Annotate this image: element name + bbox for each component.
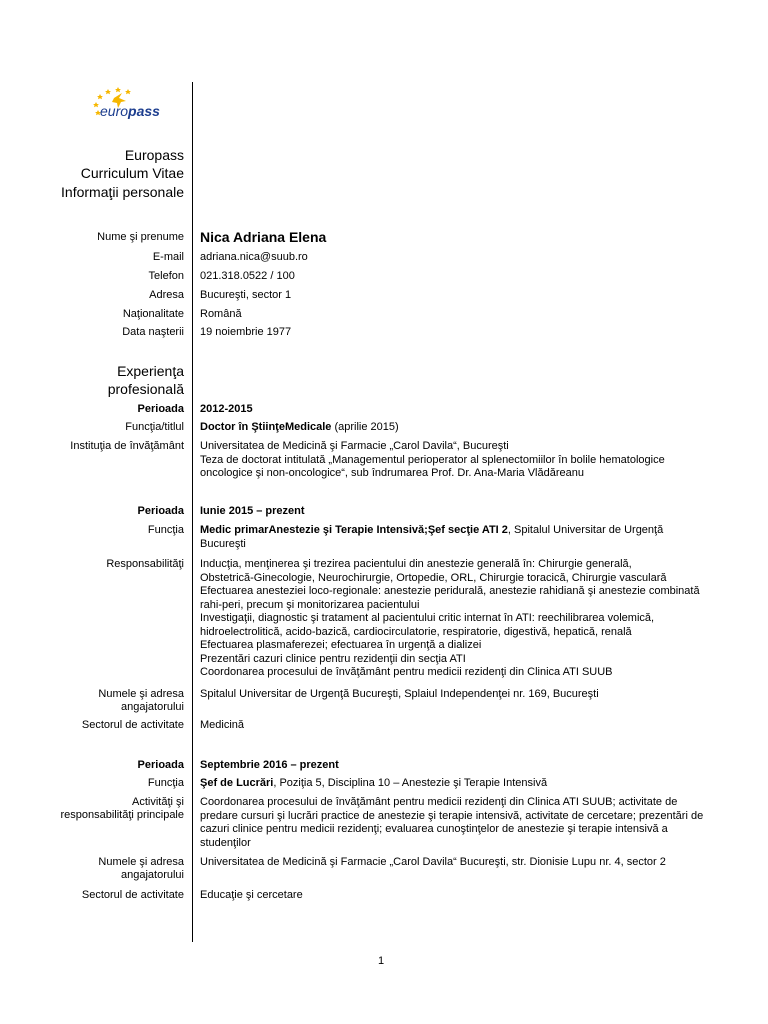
nationality-label: Naţionalitate xyxy=(122,308,184,320)
responsibility-line: Efectuarea anesteziei loco-regionale: anestezie peridurală, anestezie rahidiană şi anestezie combinată xyxy=(200,585,700,597)
activity-line: predare cursuri şi lucrări practice de anestezie şi terapie intensivă, activitate de cercetare; prezentări de xyxy=(200,809,704,822)
activity-line: Coordonarea procesului de învăţământ pentru medicii rezidenţi din Clinica ATI SUUB; activitate de xyxy=(200,796,678,808)
entry3-period-value: Septembrie 2016 – prezent xyxy=(200,759,339,771)
entry1-institution-line: oncologice şi non-oncologice“, sub îndrumarea Prof. Dr. Ana-Maria Vlădăreanu xyxy=(200,467,584,479)
responsibility-line: Obstetrică-Ginecologie, Neurochirurgie, Ortopedie, ORL, Chirurgie toracică, Chirurgie vasculară xyxy=(200,571,667,584)
responsibility-line: Inducţia, menţinerea şi trezirea pacientului din anestezie generală în: Chirurgie generală, xyxy=(200,558,632,570)
entry2-sector-value: Medicină xyxy=(200,719,245,731)
entry1-institution-line: Teza de doctorat intitulată „Managementul perioperator al splenectomiilor în bolile hematologice xyxy=(200,453,665,466)
entry1-function-value: Doctor în ŞtiinţeMedicale (aprilie 2015) xyxy=(200,421,399,433)
entry3-activities-label-line1: Activităţi şi xyxy=(132,796,184,808)
email-value[interactable]: adriana.nica@suub.ro xyxy=(200,251,308,263)
page-number: 1 xyxy=(378,955,385,967)
entry2-employer-label-line2: angajatorului xyxy=(121,701,184,713)
entry1-institution-value xyxy=(200,440,690,481)
phone-value: 021.318.0522 / 100 xyxy=(200,270,295,282)
email-label: E-mail xyxy=(152,251,184,263)
nationality-value: Română xyxy=(200,308,242,320)
personal-info-heading: Informaţii personale xyxy=(61,184,184,200)
experience-heading-line2: profesională xyxy=(107,381,184,397)
responsibility-line: Prezentări cazuri clinice pentru rezidenţii din secţia ATI xyxy=(200,652,466,665)
entry3-employer-label-line2: angajatorului xyxy=(121,869,184,881)
responsibility-line: Efectuarea plasmaferezei; efectuarea în urgenţă a dializei xyxy=(200,639,482,651)
entry1-institution-label: Instituţia de învăţământ xyxy=(70,440,184,452)
column-divider xyxy=(192,82,193,942)
birth-date-value: 19 noiembrie 1977 xyxy=(200,326,292,338)
entry3-function-label: Funcţia xyxy=(147,777,184,789)
entry2-function-value: Medic primarAnestezie şi Terapie Intensivă;Şef secţie ATI 2, Spitalul Universitar de Urgenţă Bucureşti xyxy=(200,524,664,550)
entry3-employer-value: Universitatea de Medicină şi Farmacie „Carol Davila“ Bucureşti, str. Dionisie Lupu nr. 4, sector 2 xyxy=(200,856,666,868)
curriculum-vitae-title: Curriculum Vitae xyxy=(80,165,184,181)
entry2-period-value: Iunie 2015 – prezent xyxy=(200,505,305,517)
europass-title: Europass xyxy=(124,147,184,163)
entry3-sector-value: Educaţie şi cercetare xyxy=(200,889,303,901)
entry2-employer-label-line1: Numele şi adresa xyxy=(98,688,184,700)
entry1-institution-line: Universitatea de Medicină şi Farmacie „Carol Davila“, Bucureşti xyxy=(200,440,509,452)
name-value: Nica Adriana Elena xyxy=(200,229,327,245)
entry3-sector-label: Sectorul de activitate xyxy=(81,889,184,901)
entry3-activities-label-line2: responsabilităţi principale xyxy=(60,809,184,821)
entry1-period-value: 2012-2015 xyxy=(200,403,253,415)
entry1-period-label: Perioada xyxy=(137,403,184,415)
phone-label: Telefon xyxy=(148,270,184,282)
entry3-employer-label-line1: Numele şi adresa xyxy=(98,856,184,868)
entry2-employer-value: Spitalul Universitar de Urgenţă Bucureşti, Splaiul Independenţei nr. 169, Bucureşti xyxy=(200,688,599,700)
address-label: Adresa xyxy=(149,289,184,301)
entry2-sector-label: Sectorul de activitate xyxy=(81,719,184,731)
entry1-function-label: Funcţia/titlul xyxy=(125,421,184,433)
responsibility-line: Coordonarea procesului de învăţământ pentru medicii rezidenţi din Clinica ATI SUUB xyxy=(200,666,613,678)
entry2-function-label: Funcţia xyxy=(147,524,184,536)
responsibility-line: rahi-peri, precum şi monitorizarea pacientului xyxy=(200,598,420,611)
activity-line: cazuri clinice pentru medicii rezidenţi; evaluarea cunoştinţelor de anestezie şi terapie intensivă a xyxy=(200,823,668,835)
responsibility-line: hidroelectrolitică, acido-bazică, cardiocirculatorie, respiratorie, digestivă, hepatică, renală xyxy=(200,625,632,638)
entry3-function-value: Şef de Lucrări, Poziţia 5, Disciplina 10 – Anestezie şi Terapie Intensivă xyxy=(200,777,548,789)
entry2-period-label: Perioada xyxy=(137,505,184,517)
entry2-responsibilities-value xyxy=(200,558,700,680)
entry3-period-label: Perioada xyxy=(137,759,184,771)
birth-date-label: Data naşterii xyxy=(122,326,184,338)
responsibility-line: Investigaţii, diagnostic şi tratament al pacientului critic internat în ATI: reechilibrarea volemică, xyxy=(200,612,655,624)
entry2-responsibilities-label: Responsabilităţi xyxy=(106,558,184,570)
activity-line: studenţilor xyxy=(200,836,251,849)
europass-wordmark: europass xyxy=(100,103,160,119)
address-value: Bucureşti, sector 1 xyxy=(200,289,292,301)
experience-heading-line1: Experienţa xyxy=(117,363,184,379)
entry3-activities-value xyxy=(200,796,704,850)
name-label: Nume şi prenume xyxy=(97,231,184,243)
